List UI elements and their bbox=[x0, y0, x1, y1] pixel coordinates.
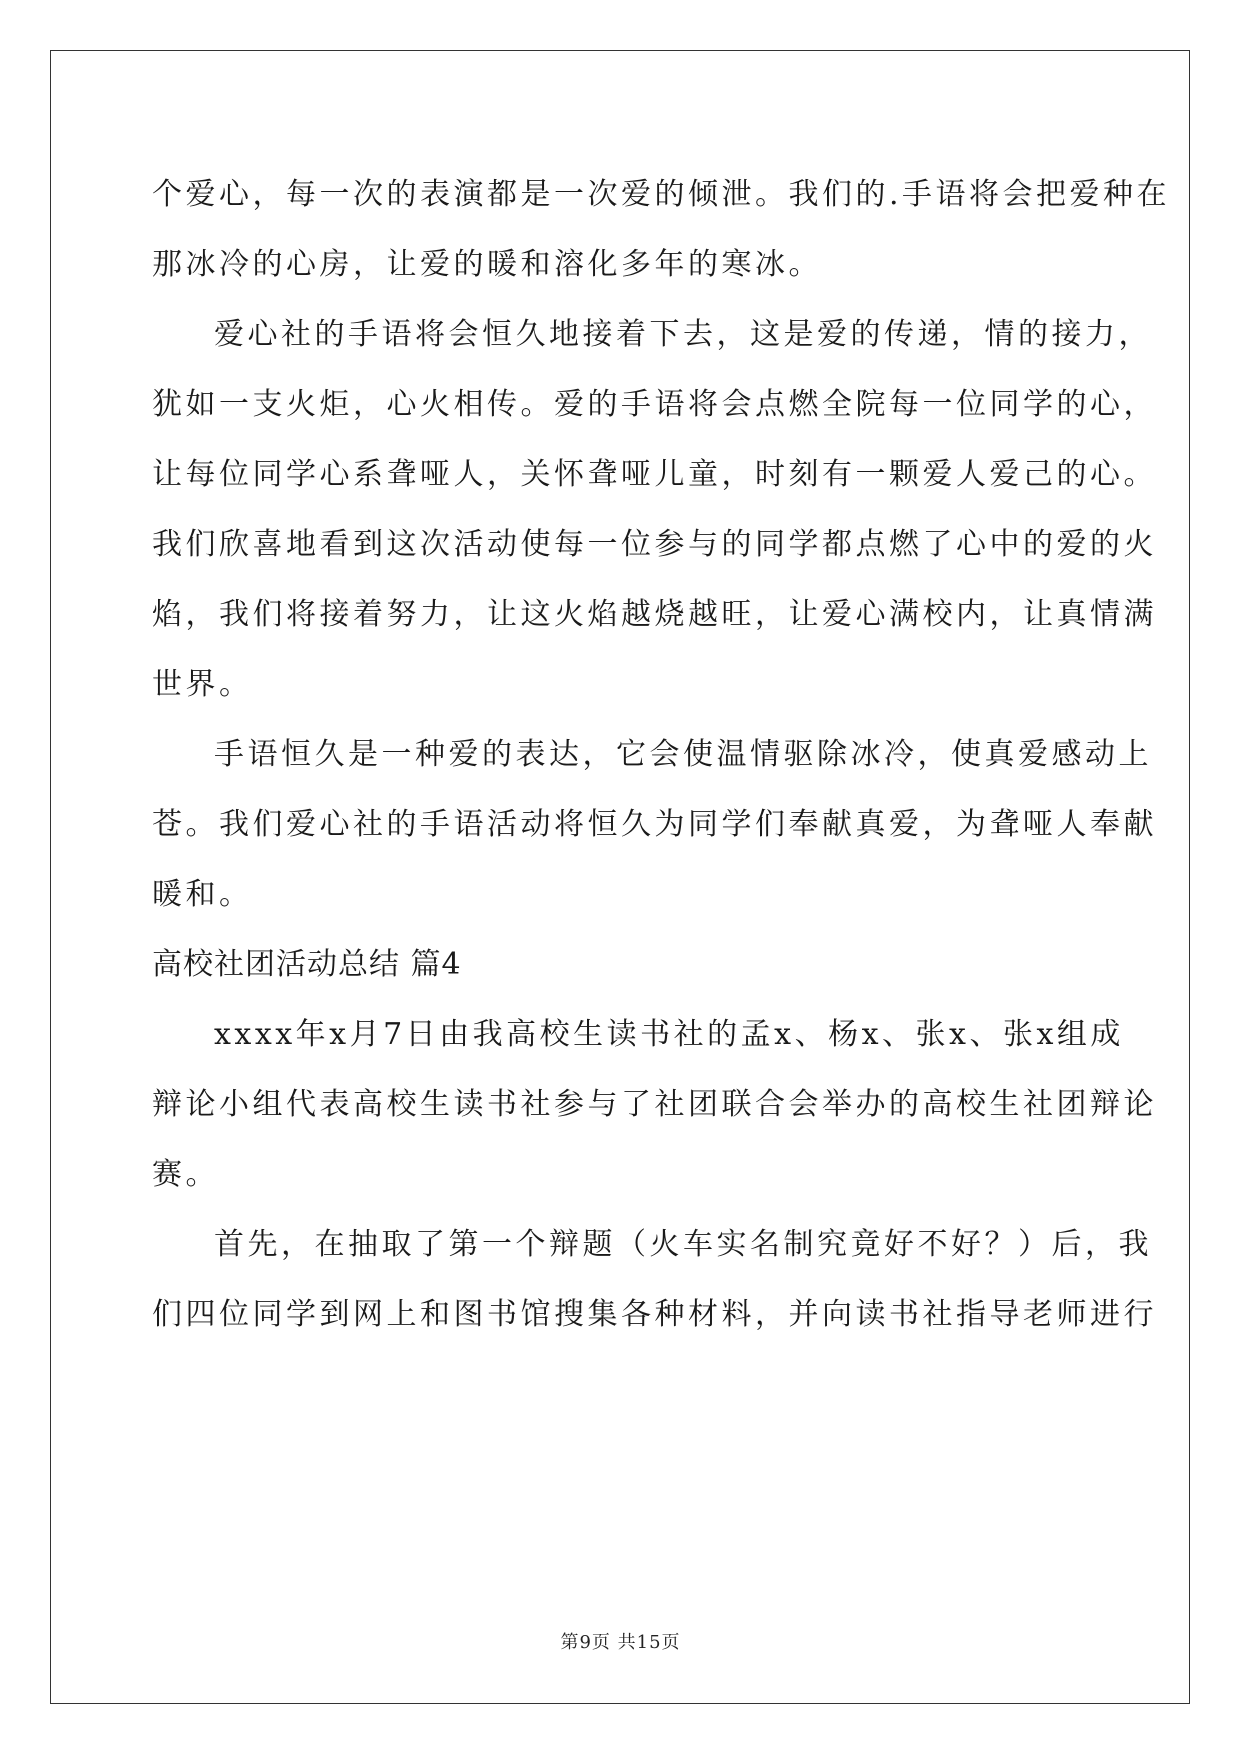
text-line: 个爱心，每一次的表演都是一次爱的倾泄。我们的.手语将会把爱种在 bbox=[152, 177, 1171, 212]
text-line: 让每位同学心系聋哑人，关怀聋哑儿童，时刻有一颗爱人爱己的心。 bbox=[152, 457, 1157, 492]
text-line: 苍。我们爱心社的手语活动将恒久为同学们奉献真爱，为聋哑人奉献 bbox=[152, 807, 1157, 842]
section-heading: 高校社团活动总结 篇4 bbox=[152, 947, 462, 982]
text-line: xxxx年x月7日由我高校生读书社的孟x、杨x、张x、张x组成 bbox=[214, 1017, 1124, 1052]
text-line: 手语恒久是一种爱的表达，它会使温情驱除冰冷，使真爱感动上 bbox=[214, 737, 1152, 772]
text-line: 犹如一支火炬，心火相传。爱的手语将会点燃全院每一位同学的心， bbox=[152, 387, 1157, 422]
text-line: 世界。 bbox=[152, 667, 253, 702]
text-line: 那冰冷的心房，让爱的暖和溶化多年的寒冰。 bbox=[152, 247, 822, 282]
text-line: 暖和。 bbox=[152, 877, 253, 912]
text-line: 首先，在抽取了第一个辩题（火车实名制究竟好不好？）后，我 bbox=[214, 1227, 1152, 1262]
text-line: 们四位同学到网上和图书馆搜集各种材料，并向读书社指导老师进行 bbox=[152, 1297, 1157, 1332]
document-body bbox=[152, 160, 1171, 1350]
text-line: 辩论小组代表高校生读书社参与了社团联合会举办的高校生社团辩论 bbox=[152, 1087, 1157, 1122]
text-line: 焰，我们将接着努力，让这火焰越烧越旺，让爱心满校内，让真情满 bbox=[152, 597, 1157, 632]
text-line: 赛。 bbox=[152, 1157, 219, 1192]
text-line: 我们欣喜地看到这次活动使每一位参与的同学都点燃了心中的爱的火 bbox=[152, 527, 1157, 562]
text-line: 爱心社的手语将会恒久地接着下去，这是爱的传递，情的接力， bbox=[214, 317, 1152, 352]
page-number-footer: 第9页 共15页 bbox=[560, 1632, 681, 1653]
